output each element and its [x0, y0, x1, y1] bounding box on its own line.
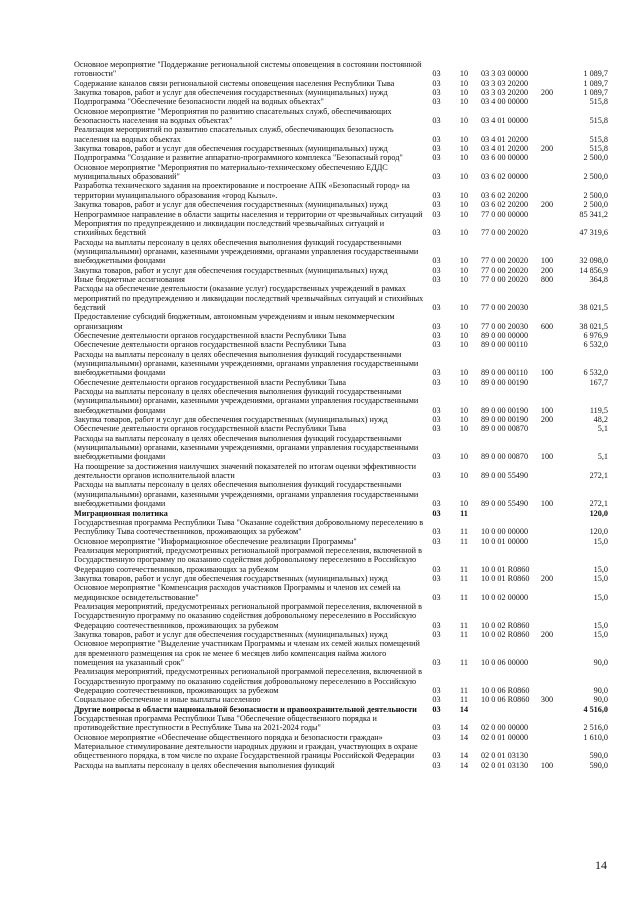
- amount: 90,0: [593, 658, 608, 667]
- item-name: Подпрограмма "Создание и развитие аппаратно-программного комплекса "Безопасный город": [74, 153, 403, 163]
- target-article-code: 77 0 00 20030: [481, 321, 529, 331]
- table-row: [74, 583, 608, 602]
- item-name: Основное мероприятие "Мероприятия по материально-техническому обеспечению ЕДДС муниципальных образований": [74, 162, 388, 182]
- item-name: Расходы на выплаты персоналу в целях обеспечения выполнения функций государственными (муниципальными) органами, казенными учреждениями, органами управления государственными внебюджетными фондами: [74, 237, 419, 266]
- amount: 120,0: [589, 508, 608, 518]
- amount: 15,0: [593, 573, 608, 583]
- amount: 15,0: [593, 620, 608, 630]
- subsection-code: 10: [459, 88, 469, 98]
- amount: 5,1: [597, 452, 608, 462]
- table-row: [74, 331, 608, 340]
- amount: 515,8: [589, 134, 608, 144]
- item-name: Другие вопросы в области национальной безопасности и правоохранительной деятельности: [74, 704, 417, 714]
- table-row: [74, 284, 608, 312]
- subsection-code: 10: [459, 144, 469, 154]
- subsection-code: 10: [459, 97, 469, 107]
- item-name: Содержание каналов связи региональной системы оповещения населения Республики Тыва: [74, 78, 395, 88]
- target-article-code: 02 0 01 03130: [481, 760, 529, 770]
- expense-type-code: 200: [540, 265, 554, 275]
- section-code: 03: [432, 751, 441, 761]
- expense-type-code: 600: [540, 321, 554, 331]
- subsection-code: 10: [459, 424, 469, 434]
- amount: 6 532,0: [583, 368, 608, 378]
- target-article-code: 02 0 00 00000: [481, 723, 529, 733]
- amount: 6 976,9: [583, 330, 608, 340]
- target-article-code: 89 0 00 00110: [481, 368, 528, 378]
- table-row: [74, 518, 608, 537]
- target-article-code: 89 0 00 55490: [481, 471, 529, 481]
- item-name: Реализация мероприятий, предусмотренных региональной программой переселения, включенной в Государственную программу по оказанию содействия добровольному переселению в Российскую Федерацию соотечественников, проживающих за рубежом: [74, 667, 422, 696]
- subsection-code: 10: [459, 452, 469, 462]
- amount: 1 089,7: [583, 88, 608, 98]
- amount: 515,8: [589, 97, 608, 107]
- section-code: 03: [432, 704, 441, 714]
- subsection-code: 11: [460, 508, 468, 518]
- amount: 15,0: [593, 592, 608, 602]
- subsection-code: 11: [460, 658, 468, 667]
- section-code: 03: [432, 116, 441, 126]
- item-name: Основное мероприятие "Поддержание региональной системы оповещения в состоянии постоянной готовности": [74, 60, 422, 79]
- expense-type-code: 300: [540, 695, 554, 705]
- table-row: [74, 238, 608, 266]
- section-code: 03: [432, 620, 441, 630]
- subsection-code: 14: [459, 751, 469, 761]
- amount: 2 500,0: [583, 200, 608, 210]
- section-code: 03: [432, 302, 441, 312]
- amount: 272,1: [589, 499, 608, 509]
- subsection-code: 10: [459, 116, 469, 126]
- section-code: 03: [432, 78, 441, 88]
- amount: 15,0: [593, 629, 608, 639]
- target-article-code: 77 0 00 20020: [481, 265, 529, 275]
- expense-type-code: 200: [540, 573, 554, 583]
- expense-type-code: 800: [540, 274, 554, 284]
- section-code: 03: [432, 256, 441, 266]
- subsection-code: 10: [459, 134, 469, 144]
- subsection-code: 10: [459, 321, 469, 331]
- subsection-code: 10: [459, 153, 469, 163]
- table-row: [74, 639, 608, 667]
- amount: 1 610,0: [583, 732, 608, 742]
- table-row: [74, 462, 608, 481]
- section-code: 03: [432, 368, 441, 378]
- table-row: [74, 602, 608, 630]
- target-article-code: 89 0 00 00110: [481, 340, 528, 350]
- table-row: [74, 275, 608, 284]
- item-name: Иные бюджетные ассигнования: [74, 274, 185, 284]
- item-name: Основное мероприятие "Выделение участникам Программы и членам их семей жилых помещений для временного размещения на срок не менее 6 месяцев либо компенсация найма жилого помещения на указанный срок": [74, 639, 420, 667]
- item-name: Реализация мероприятий по развитию спасательных служб, обеспечивающих безопасность населения на водных объектах: [74, 125, 394, 144]
- expense-type-code: 200: [540, 415, 554, 425]
- subsection-code: 10: [459, 200, 469, 210]
- target-article-code: 77 0 00 20030: [481, 302, 529, 312]
- table-row: [74, 350, 608, 378]
- amount: 90,0: [593, 695, 608, 705]
- table-row: [74, 88, 608, 97]
- target-article-code: 02 0 01 00000: [481, 732, 529, 742]
- table-row: [74, 266, 608, 275]
- amount: 2 516,0: [583, 723, 608, 733]
- amount: 515,8: [589, 144, 608, 154]
- target-article-code: 03 3 03 00000: [481, 69, 529, 79]
- subsection-code: 14: [459, 704, 469, 714]
- item-name: Расходы на выплаты персоналу в целях обеспечения выполнения функций: [74, 760, 335, 770]
- target-article-code: 10 0 06 R0860: [481, 695, 530, 705]
- subsection-code: 11: [460, 564, 468, 574]
- expense-type-code: 200: [540, 200, 554, 210]
- subsection-code: 11: [460, 592, 468, 602]
- table-row: [74, 153, 608, 162]
- section-code: 03: [432, 144, 441, 154]
- expense-type-code: 200: [540, 629, 554, 639]
- section-code: 03: [432, 508, 441, 518]
- amount: 1 089,7: [583, 69, 608, 79]
- amount: 48,2: [593, 415, 608, 425]
- section-code: 03: [432, 340, 441, 350]
- section-code: 03: [432, 471, 441, 481]
- table-row: [74, 742, 608, 761]
- subsection-code: 11: [460, 686, 468, 696]
- target-article-code: 10 0 06 R0860: [481, 686, 530, 696]
- table-row: [74, 714, 608, 733]
- amount: 515,8: [589, 116, 608, 126]
- section-code: 03: [432, 452, 441, 462]
- expense-type-code: 100: [540, 256, 554, 266]
- subsection-code: 14: [459, 760, 469, 770]
- table-row: [74, 181, 608, 200]
- item-name: Государственная программа Республики Тыва "Оказание содействия добровольному переселению в Республику Тыва соотечественников, проживающих за рубежом": [74, 517, 424, 537]
- table-row: [74, 761, 608, 770]
- expense-type-code: 100: [540, 368, 554, 378]
- amount: 6 532,0: [583, 340, 608, 350]
- item-name: Материальное стимулирование деятельности народных дружин и граждан, участвующих в охране общественного порядка, в том числе по охране Государственной границы Российской Федерации: [74, 742, 418, 761]
- target-article-code: 89 0 00 00190: [481, 415, 529, 425]
- subsection-code: 10: [459, 340, 469, 350]
- item-name: Закупка товаров, работ и услуг для обеспечения государственных (муниципальных) нужд: [74, 265, 388, 275]
- item-name: Закупка товаров, работ и услуг для обеспечения государственных (муниципальных) нужд: [74, 629, 388, 639]
- target-article-code: 03 4 01 20200: [481, 134, 529, 144]
- item-name: Непрограммное направление в области защиты населения и территории от чрезвычайных ситуаций: [74, 209, 423, 219]
- item-name: Предоставление субсидий бюджетным, автономным учреждениям и иным некоммерческим организациям: [74, 312, 395, 331]
- target-article-code: 89 0 00 00190: [481, 405, 529, 415]
- item-name: Закупка товаров, работ и услуг для обеспечения государственных (муниципальных) нужд: [74, 415, 388, 425]
- amount: 167,7: [589, 377, 608, 387]
- amount: 590,0: [589, 760, 608, 770]
- subsection-code: 10: [459, 405, 469, 415]
- section-code: 03: [432, 592, 441, 602]
- subsection-code: 11: [460, 629, 468, 639]
- target-article-code: 89 0 00 00000: [481, 330, 529, 340]
- table-row: [74, 695, 608, 704]
- amount: 47 319,6: [579, 228, 608, 238]
- target-article-code: 10 0 01 00000: [481, 536, 529, 546]
- subsection-code: 14: [459, 723, 469, 733]
- table-row: [74, 574, 608, 583]
- section-code: 03: [432, 88, 441, 98]
- subsection-code: 10: [459, 302, 469, 312]
- section-code: 03: [432, 573, 441, 583]
- subsection-code: 10: [459, 172, 469, 182]
- item-name: Государственная программа Республики Тыва "Обеспечение общественного порядка и противодействие преступности в Республике Тыва на 2021-2024 годы": [74, 714, 377, 733]
- subsection-code: 10: [459, 377, 469, 387]
- target-article-code: 77 0 00 20020: [481, 228, 529, 238]
- table-row: [74, 546, 608, 574]
- item-name: Основное мероприятие "Информационное обеспечение реализации Программы": [74, 536, 357, 546]
- target-article-code: 02 0 01 03130: [481, 751, 529, 761]
- table-row: [74, 79, 608, 88]
- target-article-code: 03 4 01 20200: [481, 144, 529, 154]
- subsection-code: 10: [459, 330, 469, 340]
- amount: 85 341,2: [579, 209, 608, 219]
- subsection-code: 10: [459, 78, 469, 88]
- target-article-code: 89 0 00 00190: [481, 377, 529, 387]
- section-code: 03: [432, 209, 441, 219]
- table-row: [74, 667, 608, 695]
- section-code: 03: [432, 97, 441, 107]
- item-name: Основное мероприятие «Обеспечение общественного порядка и безопасности граждан»: [74, 732, 383, 742]
- target-article-code: 03 6 02 00000: [481, 172, 529, 182]
- section-code: 03: [432, 564, 441, 574]
- section-code: 03: [432, 330, 441, 340]
- subsection-code: 10: [459, 274, 469, 284]
- section-code: 03: [432, 274, 441, 284]
- target-article-code: 89 0 00 00870: [481, 452, 529, 462]
- item-name: Закупка товаров, работ и услуг для обеспечения государственных (муниципальных) нужд: [74, 200, 388, 210]
- section-code: 03: [432, 499, 441, 509]
- item-name: Подпрограмма "Обеспечение безопасности людей на водных объектах": [74, 97, 324, 107]
- expense-type-code: 100: [540, 760, 554, 770]
- section-code: 03: [432, 134, 441, 144]
- subsection-code: 10: [459, 228, 469, 238]
- item-name: Расходы на обеспечение деятельности (оказание услуг) государственных учреждений в рамках мероприятий по предупреждению и ликвидации последствий чрезвычайных ситуаций и стихийных бедствий: [74, 284, 424, 312]
- target-article-code: 03 4 01 00000: [481, 116, 529, 126]
- amount: 14 856,9: [579, 265, 608, 275]
- section-code: 03: [432, 377, 441, 387]
- table-row: [74, 125, 608, 144]
- table-row: [74, 210, 608, 219]
- amount: 364,8: [589, 274, 608, 284]
- table-row: [74, 733, 608, 742]
- table-row: [74, 107, 608, 126]
- target-article-code: 10 0 06 00000: [481, 658, 529, 667]
- section-code: 03: [432, 695, 441, 705]
- subsection-code: 10: [459, 368, 469, 378]
- subsection-code: 10: [459, 415, 469, 425]
- section-code: 03: [432, 424, 441, 434]
- target-article-code: 03 6 02 20200: [481, 190, 529, 200]
- section-code: 03: [432, 69, 441, 79]
- table-row: [74, 537, 608, 546]
- subsection-code: 14: [459, 732, 469, 742]
- expense-type-code: 100: [540, 452, 554, 462]
- amount: 2 500,0: [583, 172, 608, 182]
- target-article-code: 03 3 03 20200: [481, 78, 529, 88]
- target-article-code: 03 6 00 00000: [481, 153, 529, 163]
- section-code: 03: [432, 200, 441, 210]
- item-name: Обеспечение деятельности органов государственной власти Республики Тыва: [74, 424, 347, 434]
- table-row: [74, 415, 608, 424]
- target-article-code: 03 4 00 00000: [481, 97, 529, 107]
- subsection-code: 10: [459, 265, 469, 275]
- table-row: [74, 424, 608, 433]
- item-name: Расходы на выплаты персоналу в целях обеспечения выполнения функций государственными (муниципальными) органами, казенными учреждениями, органами управления государственными внебюджетными фондами: [74, 387, 419, 415]
- amount: 38 021,5: [579, 302, 608, 312]
- amount: 1 089,7: [583, 78, 608, 88]
- item-name: Закупка товаров, работ и услуг для обеспечения государственных (муниципальных) нужд: [74, 144, 388, 154]
- target-article-code: 77 0 00 20020: [481, 256, 529, 266]
- table-row: [74, 509, 608, 518]
- amount: 2 500,0: [583, 190, 608, 200]
- amount: 90,0: [593, 686, 608, 696]
- section-code: 03: [432, 686, 441, 696]
- section-code: 03: [432, 415, 441, 425]
- subsection-code: 10: [459, 256, 469, 266]
- table-row: [74, 97, 608, 106]
- amount: 2 500,0: [583, 153, 608, 163]
- section-code: 03: [432, 190, 441, 200]
- item-name: Реализация мероприятий, предусмотренных региональной программой переселения, включенной в Государственную программу по оказанию содействия добровольному переселению в Российскую Федерацию соотечественников, проживающих за рубежом: [74, 601, 422, 630]
- target-article-code: 10 0 02 00000: [481, 592, 529, 602]
- subsection-code: 11: [460, 573, 468, 583]
- target-article-code: 10 0 02 R0860: [481, 629, 530, 639]
- item-name: Закупка товаров, работ и услуг для обеспечения государственных (муниципальных) нужд: [74, 88, 388, 98]
- page-number: 14: [595, 858, 607, 872]
- item-name: Расходы на выплаты персоналу в целях обеспечения выполнения функций государственными (муниципальными) органами, казенными учреждениями, органами управления государственными внебюджетными фондами: [74, 480, 419, 509]
- table-row: [74, 630, 608, 639]
- section-code: 03: [432, 723, 441, 733]
- budget-table: [74, 60, 608, 770]
- table-row: [74, 340, 608, 349]
- amount: 38 021,5: [579, 321, 608, 331]
- table-row: [74, 387, 608, 415]
- target-article-code: 10 0 01 R0860: [481, 573, 530, 583]
- subsection-code: 11: [460, 620, 468, 630]
- expense-type-code: 200: [540, 88, 554, 98]
- section-code: 03: [432, 405, 441, 415]
- item-name: Обеспечение деятельности органов государственной власти Республики Тыва: [74, 330, 347, 340]
- subsection-code: 10: [459, 69, 469, 79]
- amount: 15,0: [593, 536, 608, 546]
- section-code: 03: [432, 153, 441, 163]
- section-code: 03: [432, 265, 441, 275]
- table-row: [74, 200, 608, 209]
- target-article-code: 03 6 02 20200: [481, 200, 529, 210]
- item-name: Реализация мероприятий, предусмотренных региональной программой переселения, включенной в Государственную программу по оказанию содействия добровольному переселению в Российскую Федерацию соотечественников, проживающих за рубежом: [74, 545, 422, 574]
- target-article-code: 89 0 00 00870: [481, 424, 529, 434]
- table-row: [74, 219, 608, 238]
- section-code: 03: [432, 536, 441, 546]
- target-article-code: 10 0 01 R0860: [481, 564, 530, 574]
- item-name: Социальное обеспечение и иные выплаты населению: [74, 695, 261, 705]
- amount: 5,1: [597, 424, 608, 434]
- target-article-code: 77 0 00 00000: [481, 209, 529, 219]
- section-code: 03: [432, 321, 441, 331]
- section-code: 03: [432, 228, 441, 238]
- item-name: Мероприятия по предупреждению и ликвидации последствий чрезвычайных ситуаций и стихийных бедствий: [74, 218, 385, 238]
- table-row: [74, 312, 608, 331]
- amount: 272,1: [589, 471, 608, 481]
- table-row: [74, 60, 608, 79]
- table-row: [74, 480, 608, 508]
- amount: 119,5: [589, 405, 608, 415]
- target-article-code: 89 0 00 55490: [481, 499, 529, 509]
- target-article-code: 03 3 03 20200: [481, 88, 529, 98]
- item-name: Основное мероприятие "Мероприятия по развитию спасательных служб, обеспечивающих безопасность населения на водных объектах": [74, 106, 392, 126]
- item-name: Обеспечение деятельности органов государственной власти Республики Тыва: [74, 340, 347, 350]
- amount: 15,0: [593, 564, 608, 574]
- target-article-code: 10 0 02 R0860: [481, 620, 530, 630]
- item-name: Миграционная политика: [74, 508, 168, 518]
- section-code: 03: [432, 172, 441, 182]
- expense-type-code: 100: [540, 499, 554, 509]
- item-name: Закупка товаров, работ и услуг для обеспечения государственных (муниципальных) нужд: [74, 573, 388, 583]
- subsection-code: 11: [460, 536, 468, 546]
- expense-type-code: 100: [540, 405, 554, 415]
- table-row: [74, 705, 608, 714]
- item-name: Обеспечение деятельности органов государственной власти Республики Тыва: [74, 377, 347, 387]
- subsection-code: 10: [459, 471, 469, 481]
- section-code: 03: [432, 658, 441, 667]
- item-name: Разработка технического задания на проектирование и построение АПК «Безопасный город» на территории муниципального образования «город Кызыл».: [74, 181, 410, 200]
- table-row: [74, 378, 608, 387]
- section-code: 03: [432, 527, 441, 537]
- table-row: [74, 163, 608, 182]
- amount: 32 098,0: [579, 256, 608, 266]
- amount: 120,0: [589, 527, 608, 537]
- table-row: [74, 434, 608, 462]
- expense-type-code: 200: [540, 144, 554, 154]
- amount: 590,0: [589, 751, 608, 761]
- section-code: 03: [432, 760, 441, 770]
- subsection-code: 11: [460, 527, 468, 537]
- section-code: 03: [432, 732, 441, 742]
- subsection-code: 10: [459, 499, 469, 509]
- item-name: Расходы на выплаты персоналу в целях обеспечения выполнения функций государственными (муниципальными) органами, казенными учреждениями, органами управления государственными внебюджетными фондами: [74, 433, 419, 462]
- section-code: 03: [432, 629, 441, 639]
- item-name: Основное мероприятие "Компенсация расходов участников Программы и членов их семей на медицинское освидетельствование": [74, 583, 401, 602]
- target-article-code: 10 0 00 00000: [481, 527, 529, 537]
- subsection-code: 11: [460, 695, 468, 705]
- amount: 4 516,0: [583, 704, 608, 714]
- subsection-code: 10: [459, 209, 469, 219]
- item-name: Расходы на выплаты персоналу в целях обеспечения выполнения функций государственными (муниципальными) органами, казенными учреждениями, органами управления государственными внебюджетными фондами: [74, 349, 419, 378]
- subsection-code: 10: [459, 190, 469, 200]
- table-row: [74, 144, 608, 153]
- item-name: На поощрение за достижения наилучших значений показателей по итогам оценки эффективности деятельности органов исполнительной власти: [74, 461, 416, 481]
- target-article-code: 77 0 00 20020: [481, 274, 529, 284]
